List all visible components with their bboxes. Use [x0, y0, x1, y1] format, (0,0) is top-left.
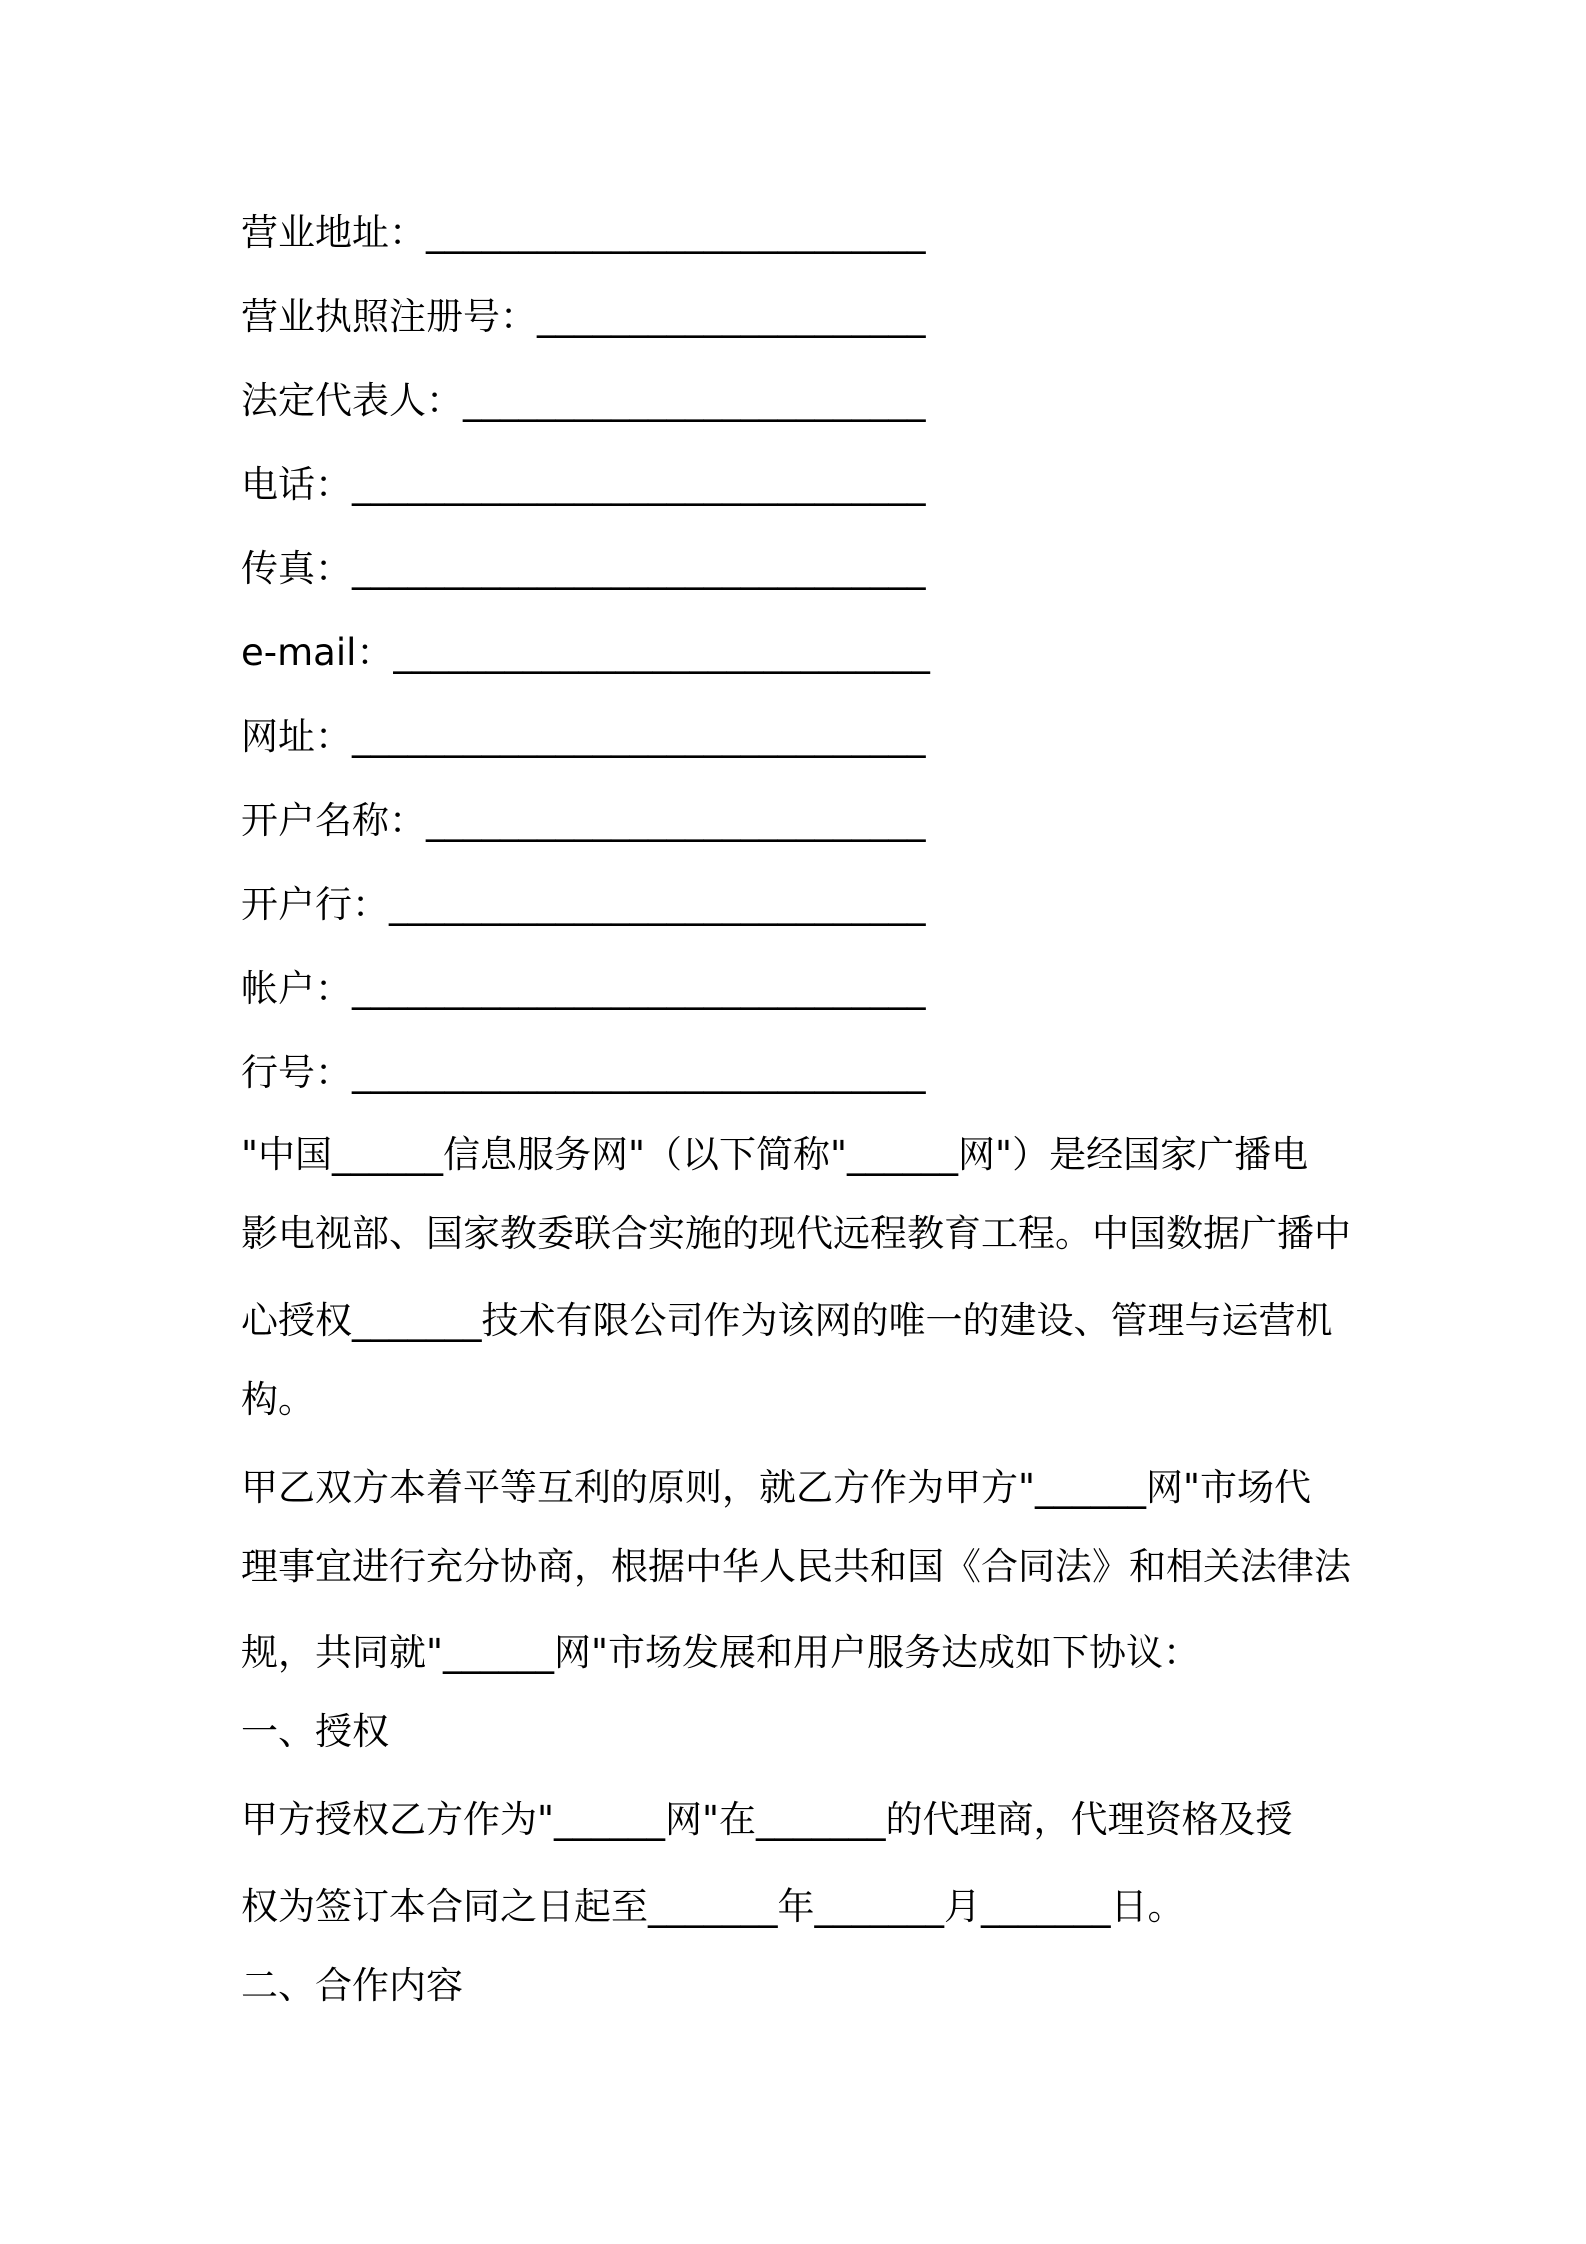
agreement-paragraph-line: 理事宜进行充分协商，根据中华人民共和国《合同法》和相关法律法 — [241, 1545, 1351, 1588]
field-bank-code: 行号：_______________________________ — [241, 1051, 926, 1094]
field-phone: 电话：_______________________________ — [241, 463, 926, 506]
field-website: 网址：_______________________________ — [241, 715, 926, 758]
section-heading-cooperation: 二、合作内容 — [241, 1964, 463, 2007]
agreement-paragraph-line: 甲乙双方本着平等互利的原则，就乙方作为甲方"______网"市场代 — [241, 1466, 1312, 1509]
field-bank: 开户行：_____________________________ — [241, 883, 926, 926]
field-fax: 传真：_______________________________ — [241, 547, 926, 590]
authorization-paragraph-line: 甲方授权乙方作为"______网"在_______的代理商，代理资格及授 — [241, 1798, 1293, 1841]
intro-paragraph-line: 心授权_______技术有限公司作为该网的唯一的建设、管理与运营机 — [241, 1299, 1333, 1342]
field-account-name: 开户名称：___________________________ — [241, 799, 926, 842]
field-business-address: 营业地址：___________________________ — [241, 211, 926, 254]
field-email: e-mail：_____________________________ — [241, 631, 930, 674]
intro-paragraph-line: "中国______信息服务网"（以下简称"______网"）是经国家广播电 — [241, 1133, 1309, 1176]
field-account: 帐户：_______________________________ — [241, 967, 926, 1010]
field-legal-representative: 法定代表人：_________________________ — [241, 379, 926, 422]
authorization-paragraph-line: 权为签订本合同之日起至_______年_______月_______日。 — [241, 1885, 1185, 1928]
intro-paragraph-line: 构。 — [241, 1378, 315, 1421]
intro-paragraph-line: 影电视部、国家教委联合实施的现代远程教育工程。中国数据广播中 — [241, 1212, 1351, 1255]
agreement-paragraph-line: 规，共同就"______网"市场发展和用户服务达成如下协议： — [241, 1631, 1201, 1674]
section-heading-authorization: 一、授权 — [241, 1710, 389, 1753]
field-license-number: 营业执照注册号：_____________________ — [241, 295, 926, 338]
